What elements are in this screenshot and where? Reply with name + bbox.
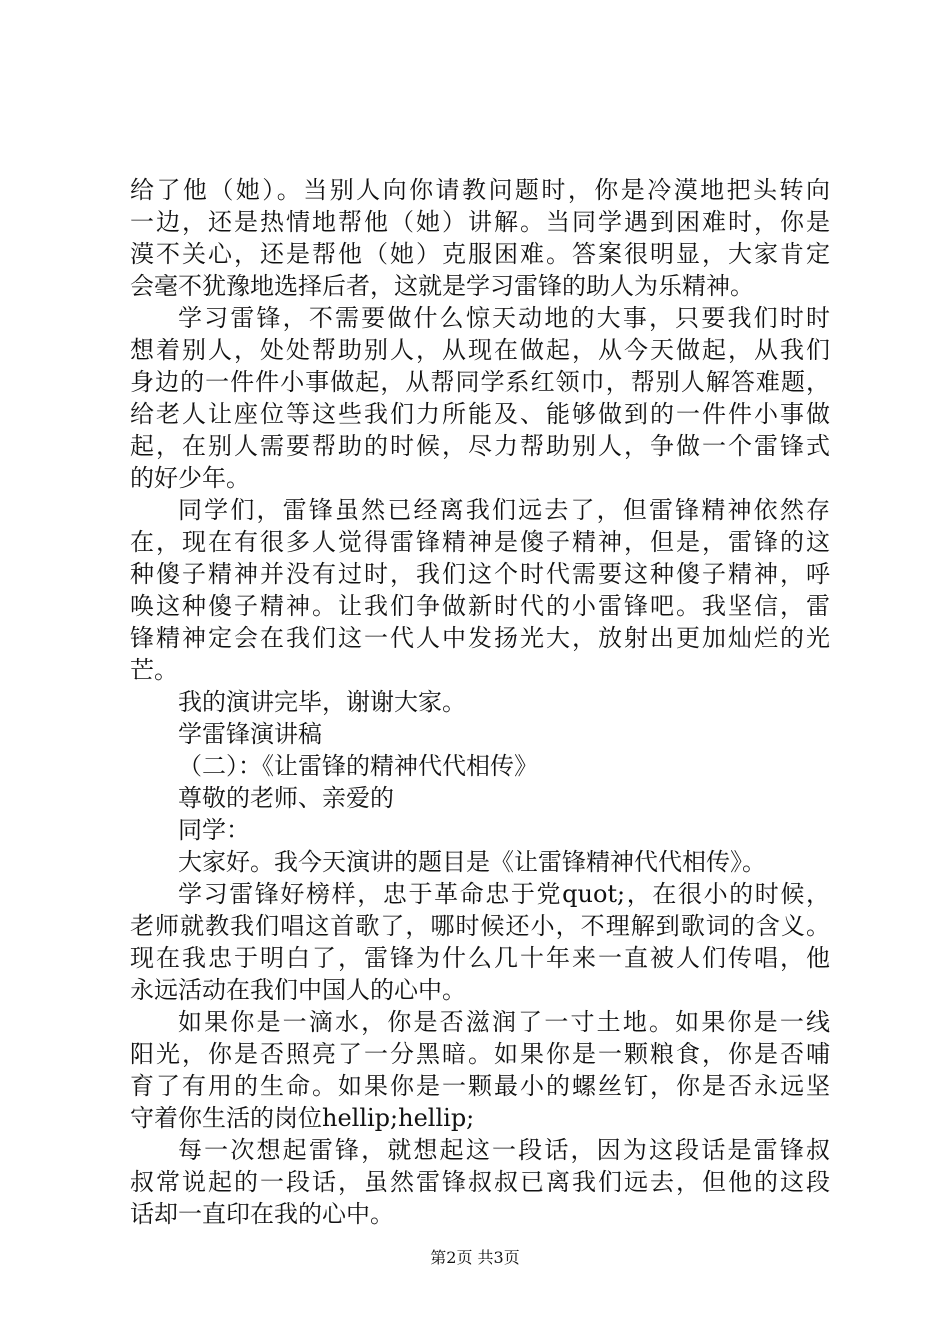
text-line: 话却一直印在我的心中。 <box>130 1200 394 1228</box>
paragraph-start-line: 学习雷锋，不需要做什么惊天动地的大事，只要我们时时 <box>178 304 830 332</box>
text-line: 种傻子精神并没有过时，我们这个时代需要这种傻子精神，呼 <box>130 560 830 588</box>
paragraph-start-line: 每一次想起雷锋，就想起这一段话，因为这段话是雷锋叔 <box>178 1136 830 1164</box>
salutation-line: 同学： <box>178 816 250 844</box>
text-line: 会毫不犹豫地选择后者，这就是学习雷锋的助人为乐精神。 <box>130 272 754 300</box>
salutation-line: 尊敬的老师、亲爱的 <box>178 784 394 812</box>
text-line: 叔常说起的一段话，虽然雷锋叔叔已离我们远去，但他的这段 <box>130 1168 830 1196</box>
text-line: 身边的一件件小事做起，从帮同学系红领巾，帮别人解答难题， <box>130 368 830 396</box>
document-body <box>130 174 830 1230</box>
paragraph-start-line: 我的演讲完毕，谢谢大家。 <box>178 688 466 716</box>
section-title: 学雷锋演讲稿 <box>178 720 322 748</box>
text-line: 现在我忠于明白了，雷锋为什么几十年来一直被人们传唱，他 <box>130 944 830 972</box>
text-line: 起，在别人需要帮助的时候，尽力帮助别人，争做一个雷锋式 <box>130 432 830 460</box>
paragraph-start-line: 大家好。我今天演讲的题目是《让雷锋精神代代相传》。 <box>178 848 766 876</box>
page-number: 第2页 共3页 <box>430 1248 520 1267</box>
text-line: 的好少年。 <box>130 464 250 492</box>
text-line: 育了有用的生命。如果你是一颗最小的螺丝钉，你是否永远坚 <box>130 1072 830 1100</box>
text-line: 锋精神定会在我们这一代人中发扬光大，放射出更加灿烂的光 <box>130 624 830 652</box>
text-line: 阳光，你是否照亮了一分黑暗。如果你是一颗粮食，你是否哺 <box>130 1040 830 1068</box>
section-subtitle: （二）：《让雷锋的精神代代相传》 <box>178 752 538 780</box>
text-line: 老师就教我们唱这首歌了，哪时候还小，不理解到歌词的含义。 <box>130 912 830 940</box>
text-line: 给了他（她）。当别人向你请教问题时，你是冷漠地把头转向 <box>130 176 830 204</box>
paragraph-start-line: 同学们，雷锋虽然已经离我们远去了，但雷锋精神依然存 <box>178 496 830 524</box>
text-line: 想着别人，处处帮助别人，从现在做起，从今天做起，从我们 <box>130 336 830 364</box>
text-line: 给老人让座位等这些我们力所能及、能够做到的一件件小事做 <box>130 400 830 428</box>
paragraph-start-line: 学习雷锋好榜样，忠于革命忠于党quot;，在很小的时候， <box>178 880 830 908</box>
text-line: 永远活动在我们中国人的心中。 <box>130 976 466 1004</box>
text-line: 在，现在有很多人觉得雷锋精神是傻子精神，但是，雷锋的这 <box>130 528 830 556</box>
text-line: 唤这种傻子精神。让我们争做新时代的小雷锋吧。我坚信，雷 <box>130 592 830 620</box>
text-line: 一边，还是热情地帮他（她）讲解。当同学遇到困难时，你是 <box>130 208 830 236</box>
text-line: 芒。 <box>130 656 178 684</box>
text-line: 守着你生活的岗位hellip;hellip; <box>130 1104 475 1132</box>
paragraph-start-line: 如果你是一滴水，你是否滋润了一寸土地。如果你是一线 <box>178 1008 830 1036</box>
text-line: 漠不关心，还是帮他（她）克服困难。答案很明显，大家肯定 <box>130 240 830 268</box>
